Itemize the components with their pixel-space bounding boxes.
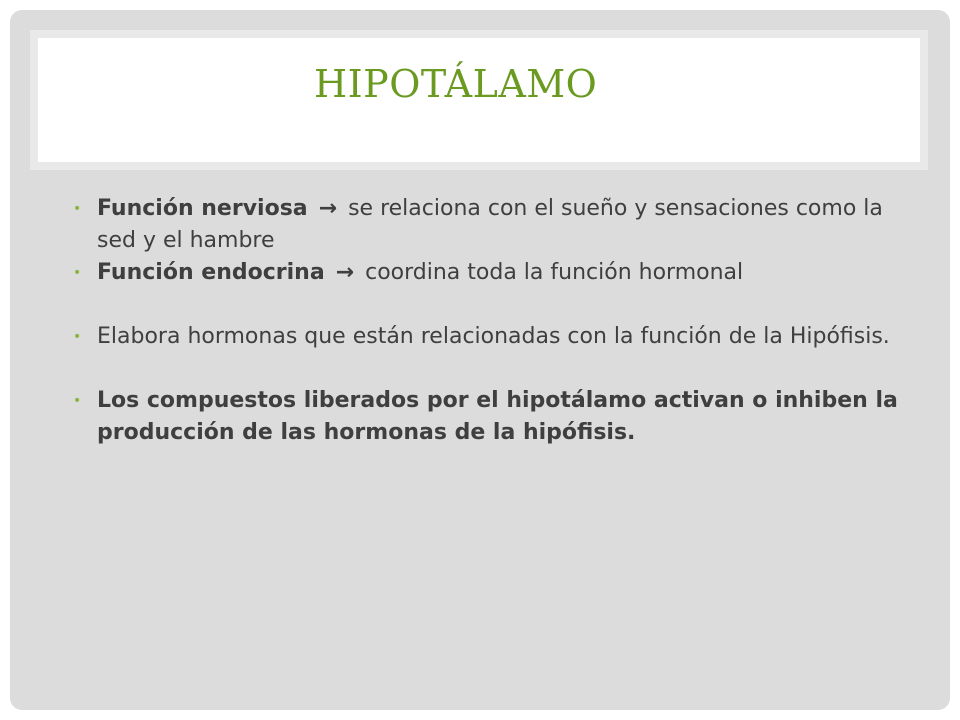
bullet-item-funcion-nerviosa [73, 193, 903, 257]
bullet-text: se relaciona con el sueño y sensaciones como la sed y el hambre [97, 196, 883, 253]
arrow-right-icon: → [335, 260, 355, 285]
slide [10, 10, 950, 710]
bullet-icon: • [73, 201, 82, 217]
bullet-icon: • [73, 393, 82, 409]
bullet-icon: • [73, 329, 82, 345]
bullet-text: Elabora hormonas que están relacionadas con la función de la Hipófisis. [97, 324, 890, 349]
bullet-lead: Función endocrina [97, 260, 325, 285]
arrow-right-icon: → [318, 196, 338, 221]
bullet-item-compuestos-liberados [73, 385, 903, 449]
bullet-list [73, 193, 903, 449]
bullet-item-funcion-endocrina [73, 257, 903, 289]
bullet-text-bold: Los compuestos liberados por el hipotálamo activan o inhiben la producción de las hormonas de la hipófisis. [97, 388, 898, 445]
bullet-item-elabora-hormonas [73, 321, 903, 353]
bullet-icon: • [73, 265, 82, 281]
bullet-lead: Función nerviosa [97, 196, 308, 221]
bullet-text: coordina toda la función hormonal [365, 260, 744, 285]
slide-title: HIPOTÁLAMO [314, 62, 598, 106]
